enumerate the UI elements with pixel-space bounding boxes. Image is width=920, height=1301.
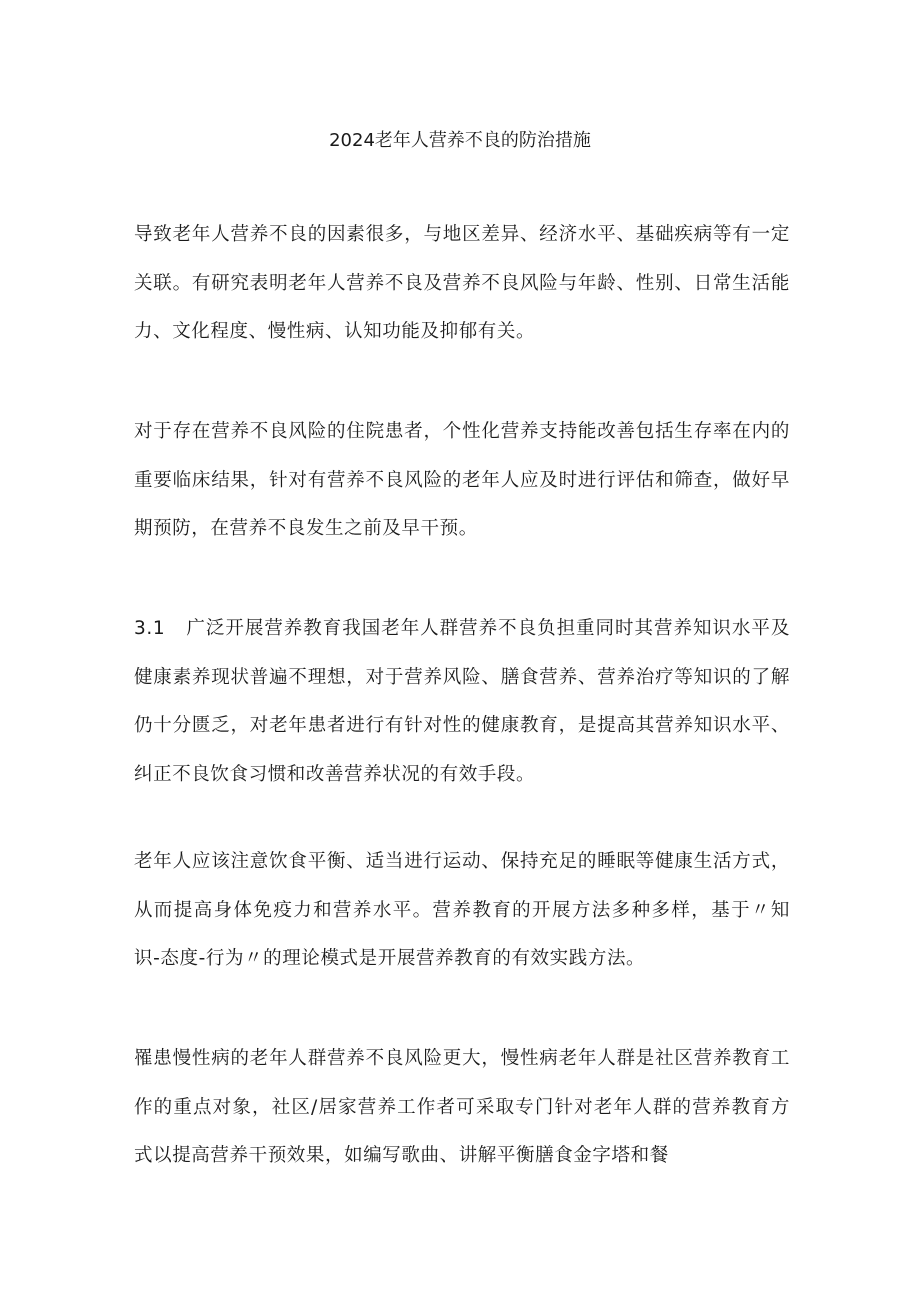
section-text: 广泛开展营养教育我国老年人群营养不良负担重同时其营养知识水平及健康素养现状普遍不理想，对于营养风险、膳食营养、营养治疗等知识的了解仍十分匮乏，对老年患者进行有针对性的健康教育，是提高其营养知识水平、纠正不良饮食习惯和改善营养状况的有效手段。 <box>134 618 790 785</box>
paragraph-chronic-disease: 罹患慢性病的老年人群营养不良风险更大，慢性病老年人群是社区营养教育工作的重点对象，社区/居家营养工作者可采取专门针对老年人群的营养教育方式以提高营养干预效果，如编写歌曲、讲解平衡膳食金字塔和餐 <box>134 1048 790 1166</box>
paragraph-inpatient-support: 对于存在营养不良风险的住院患者，个性化营养支持能改善包括生存率在内的重要临床结果，针对有营养不良风险的老年人应及时进行评估和筛查，做好早期预防，在营养不良发生之前及早干预。 <box>134 421 790 539</box>
section-number: 3.1 <box>134 618 166 639</box>
section-3-1-paragraph <box>134 605 790 799</box>
paragraph-healthy-lifestyle: 老年人应该注意饮食平衡、适当进行运动、保持充足的睡眠等健康生活方式，从而提高身体免疫力和营养水平。营养教育的开展方法多种多样，基于〃知识-态度-行为〃的理论模式是开展营养教育的有效实践方法。 <box>134 851 790 969</box>
document-title: 2024老年人营养不良的防治措施 <box>329 130 591 151</box>
paragraph-risk-factors: 导致老年人营养不良的因素很多，与地区差异、经济水平、基础疾病等有一定关联。有研究表明老年人营养不良及营养不良风险与年龄、性别、日常生活能力、文化程度、慢性病、认知功能及抑郁有关。 <box>134 224 790 342</box>
